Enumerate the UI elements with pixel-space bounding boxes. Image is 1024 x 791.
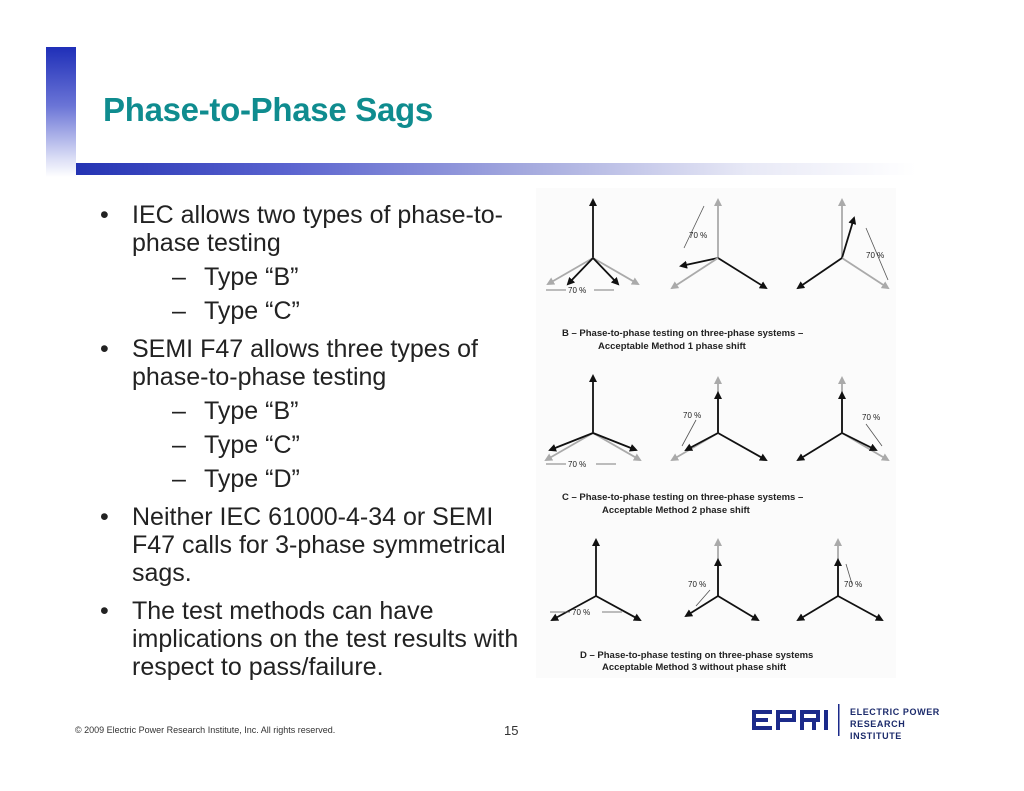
epri-logo-mark <box>750 702 845 738</box>
dash-glyph: – <box>172 263 186 291</box>
bullet-item <box>100 503 520 587</box>
slide-title: Phase-to-Phase Sags <box>103 91 433 128</box>
sub-bullet-item <box>132 431 520 459</box>
label-70-percent: 70 % <box>689 231 708 240</box>
bullet-text: Neither IEC 61000-4-34 or SEMI F47 calls for 3-phase symmetrical sags. <box>132 503 506 587</box>
logo-text <box>850 706 950 742</box>
bullet-item <box>100 201 520 325</box>
dash-glyph: – <box>172 431 186 459</box>
bullet-text: The test methods can have implications on the test results with respect to pass/failure. <box>132 597 519 681</box>
phasor-diagram-figure <box>536 188 896 678</box>
sub-bullet-item <box>132 465 520 493</box>
label-70-percent: 70 % <box>688 580 707 589</box>
dash-glyph: – <box>172 465 186 493</box>
bullet-glyph: • <box>100 597 109 625</box>
phasor-b-1 <box>546 200 638 295</box>
page-number: 15 <box>504 723 519 738</box>
sub-bullet-item <box>132 297 520 325</box>
sub-bullet-text: Type “C” <box>204 297 300 325</box>
dash-glyph: – <box>172 397 186 425</box>
copyright-notice: © 2009 Electric Power Research Institute, Inc. All rights reserved. <box>75 725 336 735</box>
title-accent-bar <box>46 47 76 177</box>
sub-bullet-item <box>132 397 520 425</box>
sub-bullet-item <box>132 263 520 291</box>
bullet-text: SEMI F47 allows three types of phase-to-phase testing <box>132 335 478 391</box>
epri-logo <box>750 700 950 740</box>
logo-line-2: RESEARCH INSTITUTE <box>850 719 906 741</box>
phasor-c-2 <box>672 378 766 460</box>
caption-d-line2: Acceptable Method 3 without phase shift <box>602 662 787 673</box>
phasor-b-3 <box>798 200 888 288</box>
phasor-c-3 <box>798 378 888 460</box>
bullet-item <box>100 335 520 493</box>
phasor-c-1 <box>546 376 640 469</box>
sub-bullet-list <box>132 263 520 325</box>
label-70-percent: 70 % <box>866 251 885 260</box>
label-70-percent: 70 % <box>568 460 587 469</box>
label-70-percent: 70 % <box>844 580 863 589</box>
sub-bullet-list <box>132 397 520 493</box>
label-70-percent: 70 % <box>683 411 702 420</box>
phasor-b-2 <box>672 200 766 288</box>
sub-bullet-text: Type “B” <box>204 263 299 291</box>
bullet-list <box>100 201 520 691</box>
dash-glyph: – <box>172 297 186 325</box>
label-70-percent: 70 % <box>572 608 591 617</box>
caption-d-line1: D – Phase-to-phase testing on three-phase systems <box>580 650 814 661</box>
caption-b-line2: Acceptable Method 1 phase shift <box>598 341 746 352</box>
caption-c-line1: C – Phase-to-phase testing on three-phase systems – <box>562 492 804 503</box>
phasor-d-1 <box>550 540 640 620</box>
sub-bullet-text: Type “D” <box>204 465 300 493</box>
bullet-glyph: • <box>100 201 109 229</box>
title-rule <box>76 163 916 175</box>
sub-bullet-text: Type “B” <box>204 397 299 425</box>
bullet-text: IEC allows two types of phase-to-phase testing <box>132 201 503 257</box>
phasor-d-3 <box>798 540 882 620</box>
label-70-percent: 70 % <box>568 286 587 295</box>
bullet-item <box>100 597 520 681</box>
caption-b-line1: B – Phase-to-phase testing on three-phase systems – <box>562 328 804 339</box>
phasor-d-2 <box>686 540 758 620</box>
sub-bullet-text: Type “C” <box>204 431 300 459</box>
caption-c-line2: Acceptable Method 2 phase shift <box>602 505 750 516</box>
label-70-percent: 70 % <box>862 413 881 422</box>
phasor-diagrams <box>536 188 896 678</box>
bullet-glyph: • <box>100 335 109 363</box>
bullet-glyph: • <box>100 503 109 531</box>
logo-line-1: ELECTRIC POWER <box>850 707 940 717</box>
